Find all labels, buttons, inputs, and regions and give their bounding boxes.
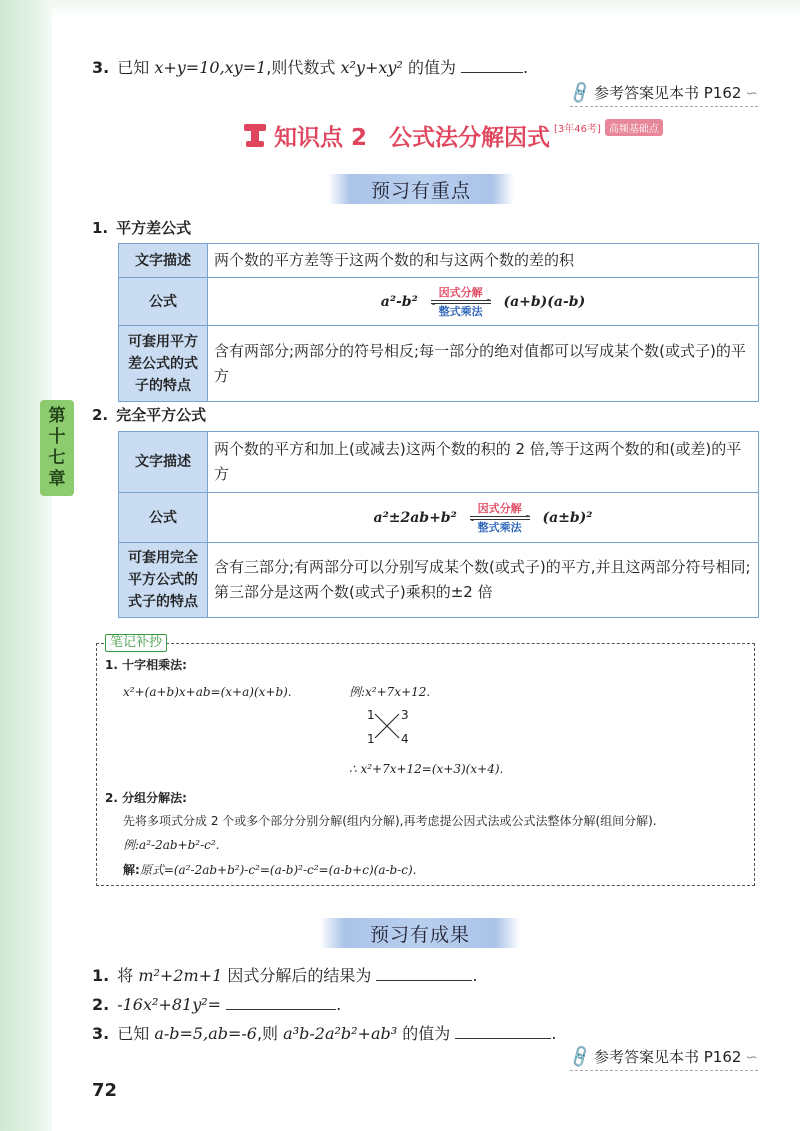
math-expression: x²y+xy² (340, 58, 403, 77)
notes-tag: 笔记补抄 (105, 634, 167, 652)
question-number: 1. (92, 966, 110, 985)
notes-example: 例:a²-2ab+b²-c². (123, 838, 220, 852)
cross-multiplication-diagram (361, 704, 421, 746)
question-text: 将 (117, 966, 134, 985)
table-cell: 两个数的平方差等于这两个数的和与这两个数的差的积 (208, 244, 759, 278)
section-heading: 平方差公式 (116, 219, 192, 237)
chapter-char: 七 (48, 448, 66, 468)
question-text: . (336, 995, 342, 1014)
question-text: . (472, 966, 478, 985)
cross-number: 1 (367, 708, 375, 722)
formula-right: (a±b)² (542, 509, 593, 526)
perfect-square-table (118, 431, 759, 618)
tail-icon: ∽ (745, 83, 758, 102)
math-expression: -16x²+81y²= (117, 995, 222, 1014)
notes-box (96, 635, 755, 886)
question-top (92, 56, 528, 79)
knowledge-point-subtitle: 公式法分解因式 (389, 124, 551, 151)
knowledge-point-icon (242, 122, 268, 148)
notes-text: 先将多项式分成 2 个或多个部分分别分解(组内分解),再考虑提公因式法或公式法整体分解(组间分解). (123, 814, 657, 828)
cross-number: 1 (367, 732, 375, 746)
cross-number: 3 (401, 708, 409, 722)
chapter-tab (40, 400, 74, 496)
question-number: 2. (92, 995, 110, 1014)
paperclip-icon: 🔗 (566, 1043, 594, 1070)
question-text: 的值为 (407, 58, 456, 77)
answer-reference-text: 参考答案见本书 P162 (593, 84, 742, 102)
question-text: 因式分解后的结果为 (227, 966, 372, 985)
answer-reference (566, 1043, 758, 1070)
two-way-arrow (468, 502, 532, 534)
two-way-arrow (429, 286, 493, 318)
table-cell: 含有两部分;两部分的符号相反;每一部分的绝对值都可以写成某个数(或式子)的平方 (208, 326, 759, 402)
section-banner-results (320, 918, 520, 948)
question-text: ,则 (256, 1024, 279, 1043)
question-number: 3. (92, 1024, 110, 1043)
top-band (52, 0, 800, 18)
answer-reference (566, 79, 758, 106)
notes-solution (123, 861, 417, 879)
question-2 (92, 993, 341, 1016)
banner-text: 预习有成果 (369, 923, 470, 946)
question-text: . (523, 58, 529, 77)
formula-left: a²±2ab+b² (373, 509, 457, 526)
question-text: 已知 (117, 58, 150, 77)
formula-left: a²-b² (380, 293, 418, 310)
table-cell: 含有三部分;有两部分可以分别写成某个数(或式子)的平方,并且这两部分符号相同;第三部分是这两个数(或式子)乘积的±2 倍 (208, 543, 759, 618)
left-margin-strip (0, 0, 52, 1131)
double-arrow-icon (429, 299, 493, 305)
table-label: 可套用完全平方公式的式子的特点 (119, 543, 208, 618)
table-label: 公式 (119, 493, 208, 543)
section-title (92, 404, 206, 425)
knowledge-point-title (242, 118, 663, 152)
solution-text: 原式=(a²-2ab+b²)-c²=(a-b)²-c²=(a-b+c)(a-b-c). (139, 863, 417, 877)
dashed-underline (570, 1070, 758, 1071)
question-3 (92, 1022, 556, 1045)
math-expression: a-b=5,ab=-6 (154, 1024, 257, 1043)
formula-right: (a+b)(a-b) (503, 293, 586, 310)
double-arrow-icon (468, 515, 532, 521)
section-number: 2. (92, 406, 109, 424)
knowledge-point-number: 知识点 2 (274, 124, 368, 151)
arrow-label-multiply: 整式乘法 (477, 520, 522, 534)
notes-example: 例:x²+7x+12. (349, 685, 431, 699)
arrow-label-factor: 因式分解 (477, 501, 522, 515)
formula-cell (208, 493, 759, 543)
frequency-badge: 高频基础点 (605, 119, 663, 136)
math-expression: m²+2m+1 (138, 966, 223, 985)
answer-blank[interactable] (226, 993, 336, 1010)
question-1 (92, 964, 478, 987)
formula-cell (208, 278, 759, 326)
notes-result: ∴ x²+7x+12=(x+3)(x+4). (349, 762, 504, 776)
question-text: . (551, 1024, 557, 1043)
table-label: 可套用平方差公式的式子的特点 (119, 326, 208, 402)
question-text: 已知 (117, 1024, 150, 1043)
paperclip-icon: 🔗 (566, 79, 594, 106)
question-text: ,则代数式 (266, 58, 336, 77)
answer-reference-text: 参考答案见本书 P162 (593, 1048, 742, 1066)
chapter-char: 章 (48, 469, 66, 489)
dashed-underline (570, 106, 758, 107)
math-expression: x+y=10,xy=1 (154, 58, 267, 77)
math-expression: a³b-2a²b²+ab³ (283, 1024, 398, 1043)
chapter-char: 第 (48, 406, 66, 426)
section-banner-preview (328, 174, 514, 204)
section-title (92, 217, 191, 238)
answer-blank[interactable] (376, 964, 472, 981)
cross-number: 4 (401, 732, 409, 746)
question-text: 的值为 (402, 1024, 451, 1043)
difference-of-squares-table (118, 243, 759, 402)
notes-item-title: 2. 分组分解法: (105, 791, 187, 805)
notes-item-title: 1. 十字相乘法: (105, 658, 187, 672)
notes-formula: x²+(a+b)x+ab=(x+a)(x+b). (123, 685, 292, 699)
table-label: 文字描述 (119, 244, 208, 278)
arrow-label-factor: 因式分解 (438, 285, 483, 299)
cross-lines (361, 704, 421, 746)
answer-blank[interactable] (455, 1022, 551, 1039)
chapter-char: 十 (48, 427, 66, 447)
table-label: 公式 (119, 278, 208, 326)
solution-label: 解: (123, 863, 140, 877)
table-cell: 两个数的平方和加上(或减去)这两个数的积的 2 倍,等于这两个数的和(或差)的平方 (208, 432, 759, 493)
banner-text: 预习有重点 (370, 179, 471, 202)
table-label: 文字描述 (119, 432, 208, 493)
answer-blank[interactable] (461, 56, 523, 73)
tail-icon: ∽ (745, 1047, 758, 1066)
question-number: 3. (92, 58, 110, 77)
exam-frequency: [3年46考] (554, 124, 601, 135)
section-heading: 完全平方公式 (116, 406, 207, 424)
section-number: 1. (92, 219, 109, 237)
arrow-label-multiply: 整式乘法 (438, 304, 483, 318)
page-number: 72 (92, 1080, 118, 1101)
